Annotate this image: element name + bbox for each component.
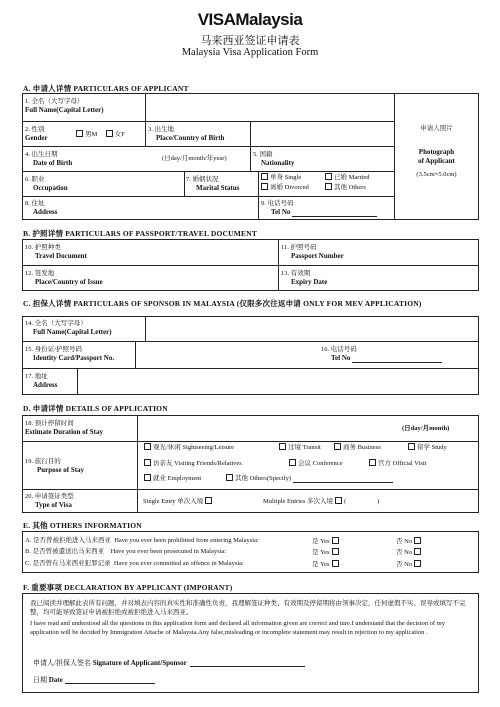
female-checkbox[interactable] [106,130,113,137]
occupation-label: 6. 职业 Occupation [25,176,68,192]
purpose-official: 官方 Official Visit [367,459,426,468]
purpose-business: 商务 Business [332,443,381,452]
date-line: 日期 Date [33,676,155,684]
sponsor-address-label: 17. 地址 Address [25,373,58,389]
gender-label: 2. 性别 Gender [25,126,48,142]
qa-yes-checkbox[interactable] [332,537,339,544]
declaration-chinese: 我已阅读并理解此表所有问题，并对填表内容的真实性和准确性负责，我理解签证种类、有效期及停留期将由领事决定，任何虚假不实、误导或填写不完整，均可能导致签证申请被拒绝或被拒绝进入马来西亚。 [30,600,466,616]
visa-type-label: 20. 申请签证类型 Type of Visa [25,493,74,509]
marital-options-row1: 单身 Single [259,173,301,182]
sponsor-name-label: 14. 全名（大写字母） Full Name(Capital Letter) [25,320,112,336]
multiple-entries-option: Multiple Entries 多次入境 ( ) [263,498,380,505]
single-entry-option: Single Entry 单次入境 [143,497,214,506]
visiting-checkbox[interactable] [144,459,151,466]
question-b-no: 否 No [396,548,423,557]
address-label: 8. 住址 Address [25,200,58,216]
male-checkbox[interactable] [76,130,83,137]
sponsor-tel-field[interactable] [352,355,442,363]
question-a: A. 是否曾被拒绝进入马来西亚 Have you ever been prohibited from entering Malaysia: [25,537,259,544]
date-of-birth-format: (日day/月month/年year) [162,155,227,162]
form-title-english: Malaysia Visa Application Form [181,47,319,58]
employment-checkbox[interactable] [144,474,151,481]
date-field[interactable] [65,676,155,684]
sponsor-tel-label: 16. 电话号码 Tel No [321,346,442,363]
tel-field[interactable] [292,209,377,217]
section-e-title: E. 其他 OTHERS INFORMATION [23,521,142,530]
marital-status-label: 7. 婚姻状况 Marital Status [186,176,240,192]
purpose-conference: 会议 Conference [287,459,343,468]
purpose-sightseeing: 观光/休闲 Sightseeing/Leisure [142,443,234,452]
visa-malaysia-logo: VISAMalaysia [197,10,303,29]
section-b-title: B. 护照详情 PARTICULARS OF PASSPORT/TRAVEL DOCUMENT [23,229,258,238]
duration-unit: (日day/月month) [402,425,450,432]
photo-label-en2: of Applicant [418,157,455,165]
sponsor-id-label: 15. 身份证/护照号码 Identity Card/Passport No. [25,346,115,362]
single-entry-checkbox[interactable] [205,497,212,504]
purpose-study: 留学 Study [406,443,447,452]
passport-number-label: 11. 护照号码 Passport Number [281,244,344,260]
transit-checkbox[interactable] [279,443,286,450]
purpose-transit: 过境 Transit [277,443,321,452]
tel-label: 9. 电话号码 Tel No [261,200,377,217]
qc-yes-checkbox[interactable] [332,560,339,567]
qc-no-checkbox[interactable] [414,560,421,567]
sightseeing-checkbox[interactable] [144,443,151,450]
qb-yes-checkbox[interactable] [332,548,339,555]
photo-label-cn: 申请人照片 [420,125,453,132]
expiry-date-label: 13. 有效期 Expiry Date [281,270,328,286]
official-visit-checkbox[interactable] [369,459,376,466]
study-checkbox[interactable] [408,443,415,450]
travel-document-label: 10. 护照种类 Travel Document [25,244,87,260]
purpose-employment: 就业 Employment [142,474,201,483]
place-of-issue-label: 12. 签发地 Place/Country of Issue [25,270,103,286]
question-a-yes: 是 Yes [312,537,341,546]
duration-label: 18. 预计停留时间 Estimate Duration of Stay [25,420,103,436]
divorced-checkbox[interactable] [261,183,268,190]
others-checkbox[interactable] [325,183,332,190]
purpose-label: 19. 旅行目的 Purpose of Stay [25,458,85,474]
photo-size: (3.5cm×5.0cm) [416,171,457,178]
nationality-label: 5. 国籍 Nationality [253,151,295,167]
section-f-title: F. 重要事项 DECLARATION BY APPLICANT (IMPORANT) [23,583,233,592]
signature-line: 申请人/担保人签名 Signature of Applicant/Sponsor [33,659,305,667]
single-checkbox[interactable] [261,173,268,180]
form-title-chinese: 马来西亚签证申请表 [200,35,300,47]
married-checkbox[interactable] [325,173,332,180]
photo-label-en1: Photograph [418,148,455,156]
purpose-visiting: 访亲友 Visiting Friends/Relatives [142,459,242,468]
purpose-others: 其他 Others(Specify) [224,474,393,483]
question-b: B. 是否曾被遣送出马来西亚 Have you ever been prosecuted in Malaysia: [25,548,227,555]
visa-application-form: VISAMalaysia 马来西亚签证申请表 Malaysia Visa Application Form A. 申请人详情 PARTICULARS OF APPLICANT 1. 全名（大写字母） Full Name(Capital Letter) 2. 性别 Gender 男M 女F 3. 出生地 Place/Country of Birth 4. 出生日期 Date of Birth (日day/月month/年year) 5. 国籍 Nationality 6. 职业 Occupation 7. 婚姻状况 Marital Status 单身 Single 已婚 Married 离婚 Divorced 其他 Others 8. 住址 Address 9. 电话号码 Tel No 申请人照片 Photograph of Applicant (3.5cm×5.0cm) B. 护照详情 PARTICULARS OF PASSPORT/TRAVEL DOCUMENT 10. 护照种类 Travel Document 11. 护照号码 Passport Number 12. 签发地 Place/Country of Issue 13. 有效期 Expiry Date C. 担保人详情 PARTICULARS OF SPONSOR IN MALAYSIA (仅限多次往返申请 ONLY FOR MEV APPLICATION) 14. 全名（大写字母） Full Name(Capital Letter) 15. 身份证/护照号码 Identity Card/Passport No. 16. 电话号码 Tel No 17. 地址 Address D. 申请详情 DETAILS OF APPLICATION 18. 预计停留时间 Estimate Duration of Stay (日day/月month) 19. 旅行目的 Purpose of Stay 观光/休闲 Sightseeing/Leisure 过境 Transit 商务 Business 留学 Study 访亲友 Visiting Friends/Relatives 会议 Conference 官方 Official Visit 就业 Employment 其他 Others(Specify) 20. 申请签证类型 Type of Visa Single Entry 单次入境 Multiple Entries 多次入境 ( ) E. 其他 OTHERS INFORMATION A. 是否曾被拒绝进入马来西亚 Have you ever been prohibited from entering Malaysia: 是 Yes 否 No B. 是否曾被遣送出马来西亚 Have you ever been prosecuted in Malaysia: 是 Yes 否 No C. 是否曾在马来西亚犯罪记录 Have you ever committed an offence in Malaysia: 是 Yes 否 No F. 重要事项 DECLARATION BY APPLICANT (IMPORANT) 我已阅读并理解此表所有问题，并对填表内容的真实性和准确性负责，我理解签证种类、有效期及停留期将由领事决定，任何虚假不实、误导或填写不完整，均可能导致签证申请被拒绝或被拒绝进入马来西亚。 I have read and understood all the questions in this application form and declared all information given are correct and ture.I understand that the decision of my application will be decided by Immigration Attache of Malaysia.Any false,misleading or incomplete statement may result in rejection to my application . 申请人/担保人签名 Signature of Applicant/Sponsor 日期 Date [0,0,500,707]
marital-options-row2: 离婚 Divorced [259,183,309,192]
question-c-no: 否 No [396,560,423,569]
qb-no-checkbox[interactable] [414,548,421,555]
question-b-yes: 是 Yes [312,548,341,557]
others-purpose-checkbox[interactable] [226,474,233,481]
place-of-birth-label: 3. 出生地 Place/Country of Birth [148,126,225,142]
question-a-no: 否 No [396,537,423,546]
section-c-title: C. 担保人详情 PARTICULARS OF SPONSOR IN MALAYSIA (仅限多次往返申请 ONLY FOR MEV APPLICATION) [23,299,422,308]
gender-options: 男M 女F [74,130,125,139]
multiple-entries-checkbox[interactable] [335,497,342,504]
others-specify-field[interactable] [293,475,393,483]
business-checkbox[interactable] [334,443,341,450]
date-of-birth-label: 4. 出生日期 Date of Birth [25,151,73,167]
section-d-title: D. 申请详情 DETAILS OF APPLICATION [23,404,168,413]
question-c: C. 是否曾在马来西亚犯罪记录 Have you ever committed an offence in Malaysia: [25,560,244,567]
conference-checkbox[interactable] [289,459,296,466]
qa-no-checkbox[interactable] [414,537,421,544]
declaration-english: I have read and understood all the questions in this application form and declared all information given are correct and ture.I understand that the decision of my application will be decided by Immigration Attache of Malaysia.Any false,misleading or incomplete statement may result in rejection to my application . [30,620,445,636]
full-name-label: 1. 全名（大写字母） Full Name(Capital Letter) [25,98,104,114]
signature-field[interactable] [190,659,305,667]
question-c-yes: 是 Yes [312,560,341,569]
section-a-title: A. 申请人详情 PARTICULARS OF APPLICANT [23,84,189,93]
